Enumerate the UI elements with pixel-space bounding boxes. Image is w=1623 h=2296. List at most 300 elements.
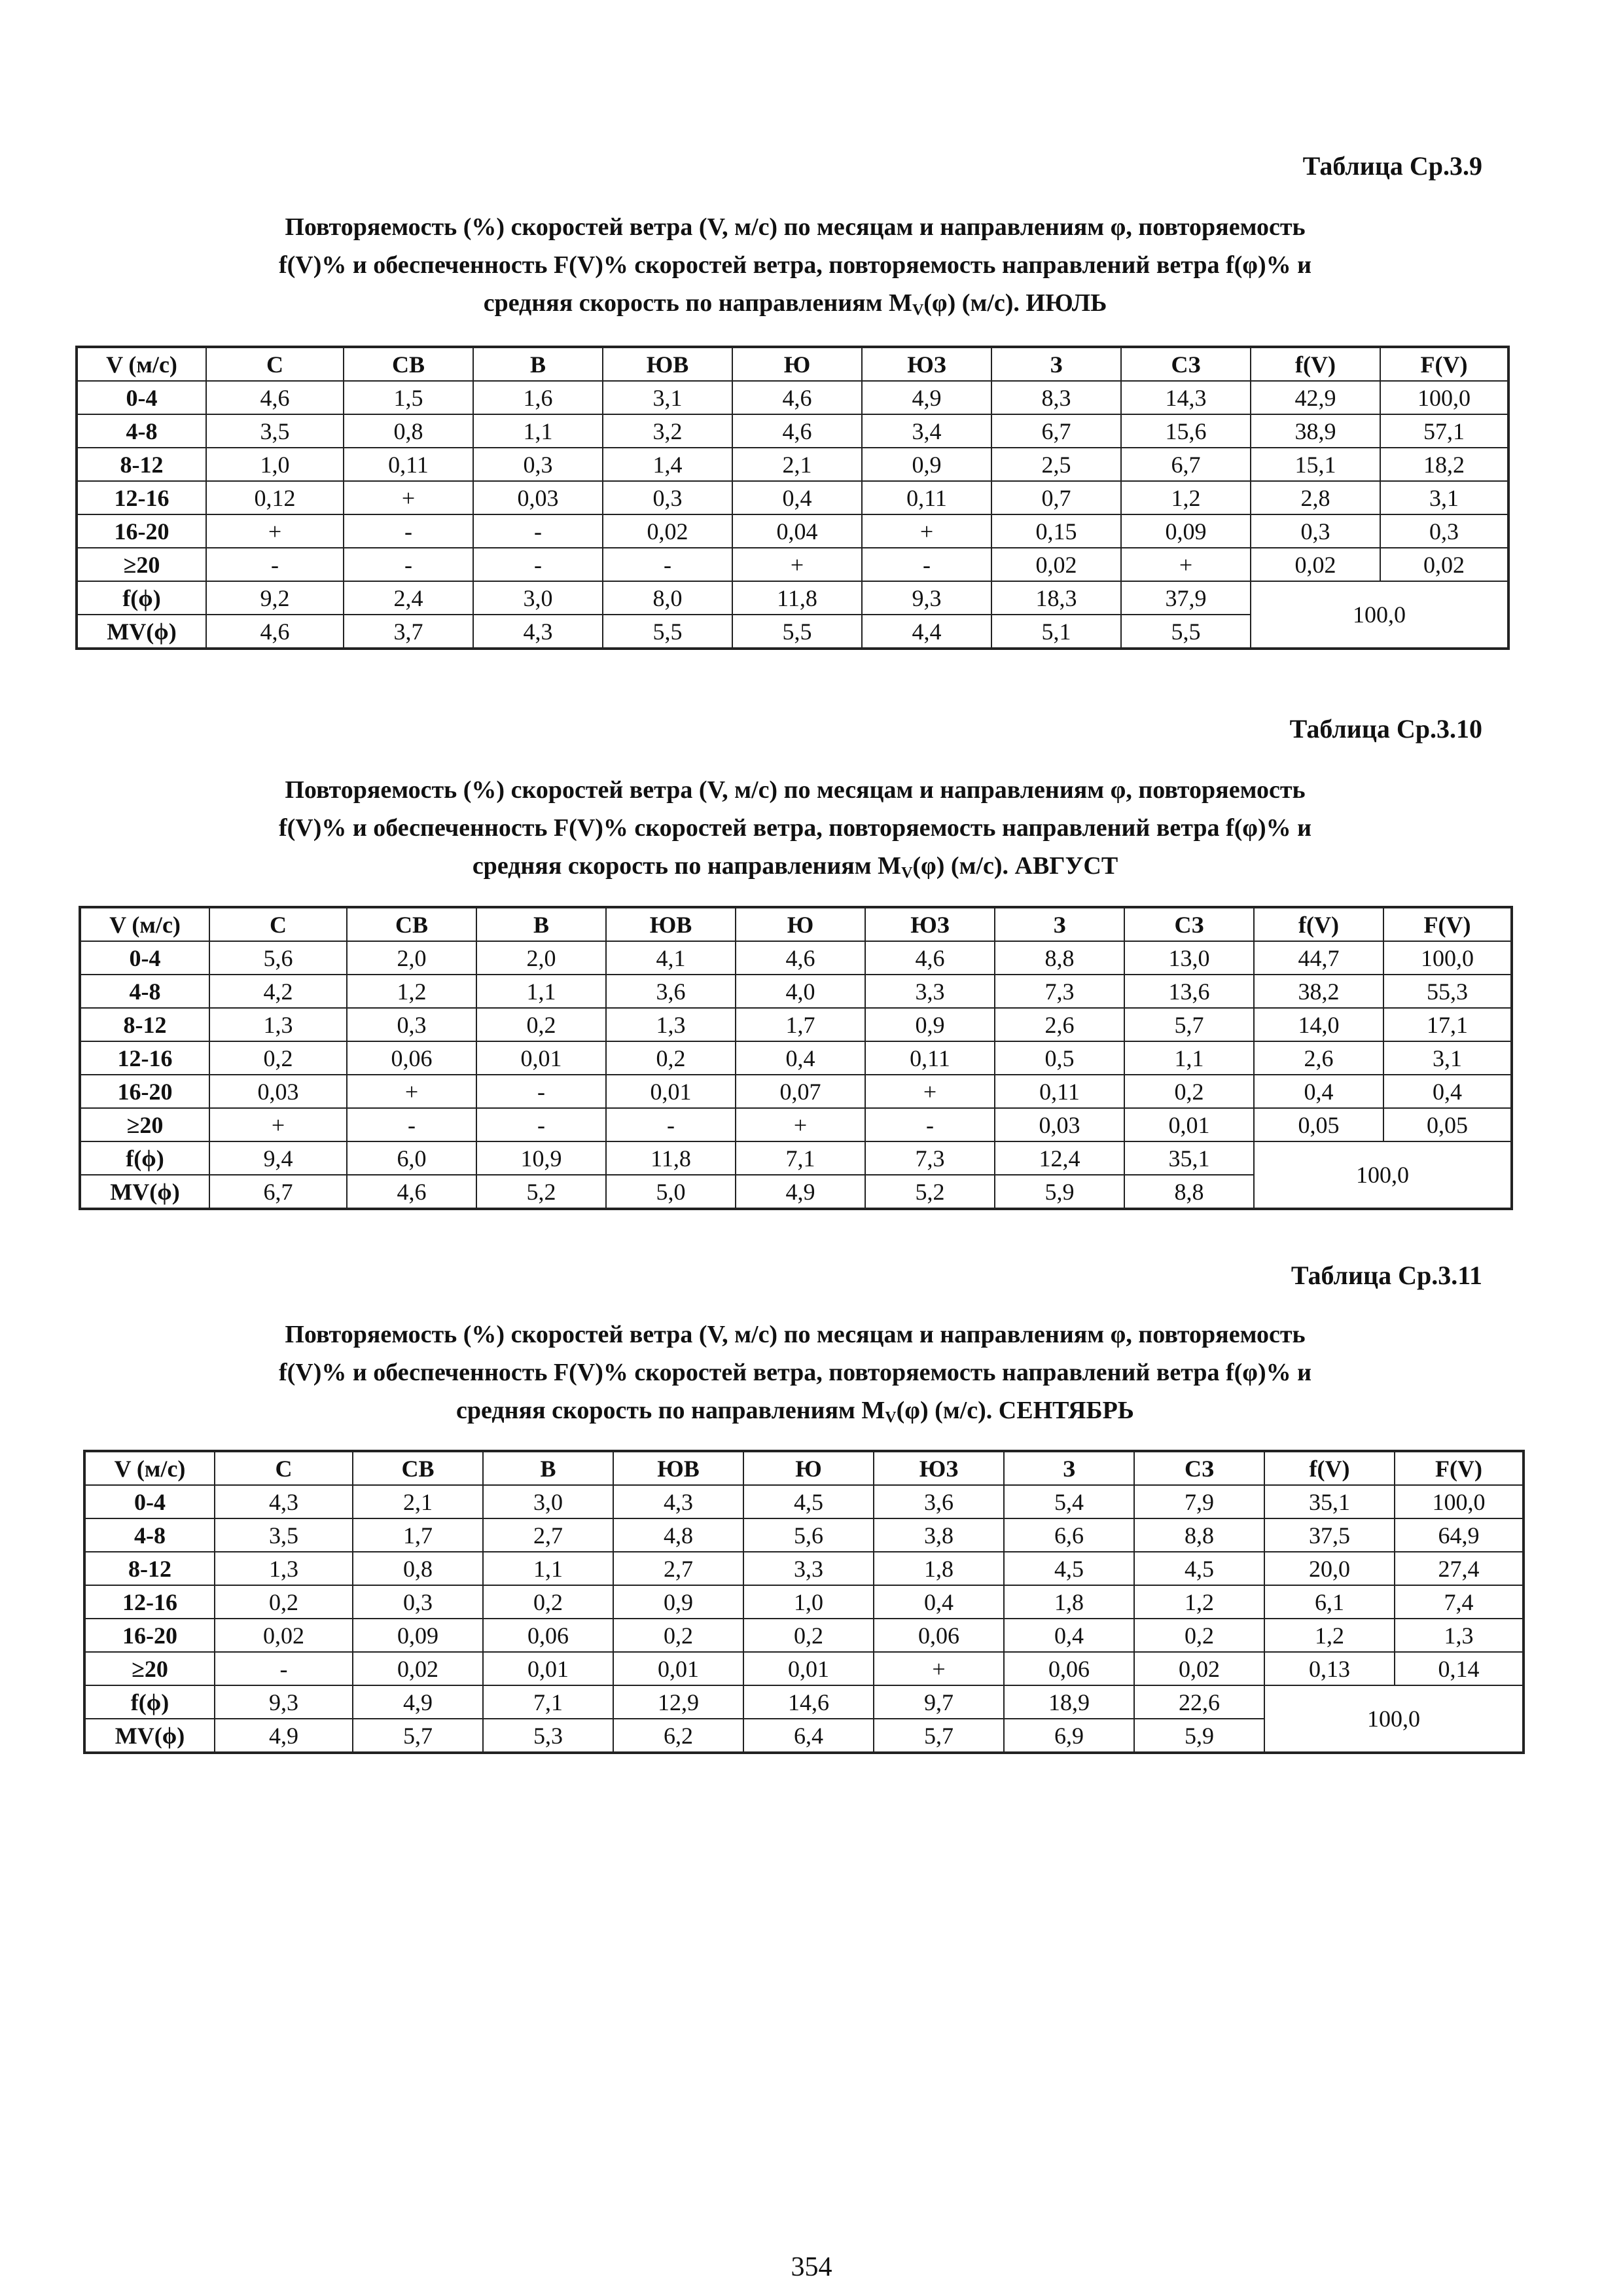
table-cell: 0,01 xyxy=(613,1652,743,1685)
f-phi-row xyxy=(80,1141,1512,1175)
table-row xyxy=(80,941,1512,975)
table-cell: 0,02 xyxy=(215,1619,353,1652)
table-cell: 5,9 xyxy=(1134,1719,1264,1753)
table-cell: 4,5 xyxy=(1004,1552,1134,1585)
table-cell: 2,4 xyxy=(344,581,473,615)
table-cell: - xyxy=(862,548,991,581)
table-cell: 0,02 xyxy=(1251,548,1380,581)
table-cell: 3,3 xyxy=(865,975,995,1008)
table-cell: 0,01 xyxy=(483,1652,613,1685)
table-cell: 5,5 xyxy=(603,615,732,649)
table-cell: 0,3 xyxy=(347,1008,476,1041)
table-cell: 13,0 xyxy=(1124,941,1254,975)
table-cell: - xyxy=(344,514,473,548)
row-header: 12-16 xyxy=(80,1041,209,1075)
table-cell: 15,6 xyxy=(1121,414,1251,448)
table-cell: 3,1 xyxy=(603,381,732,414)
table-cell: 0,03 xyxy=(209,1075,347,1108)
table-cell: 0,15 xyxy=(991,514,1121,548)
table-cell: 0,3 xyxy=(473,448,603,481)
table-cell: 4,0 xyxy=(736,975,865,1008)
table-cell: 1,0 xyxy=(743,1585,874,1619)
table-cell: 18,3 xyxy=(991,581,1121,615)
table-cell: 7,3 xyxy=(865,1141,995,1175)
table-cell: 1,2 xyxy=(347,975,476,1008)
table-cell: 6,6 xyxy=(1004,1518,1134,1552)
table-cell: 5,7 xyxy=(1124,1008,1254,1041)
table-cell: 22,6 xyxy=(1134,1685,1264,1719)
table-cell: 1,8 xyxy=(874,1552,1004,1585)
table-label: Таблица Ср.3.9 xyxy=(1302,151,1482,181)
table-cell: 1,1 xyxy=(483,1552,613,1585)
table-cell: 0,3 xyxy=(1380,514,1508,548)
title-line-1: Повторяемость (%) скоростей ветра (V, м/с) по месяцам и направлениям φ, повторяемость xyxy=(285,213,1306,241)
table-cell: 1,2 xyxy=(1121,481,1251,514)
table-cell: 0,4 xyxy=(1254,1075,1383,1108)
table-cell: 0,06 xyxy=(874,1619,1004,1652)
table-cell: 6,0 xyxy=(347,1141,476,1175)
table-cell: 0,02 xyxy=(353,1652,483,1685)
table-cell: 0,11 xyxy=(862,481,991,514)
table-cell: 0,3 xyxy=(1251,514,1380,548)
table-cell: 3,5 xyxy=(206,414,344,448)
table-cell: 5,5 xyxy=(732,615,862,649)
table-cell: 11,8 xyxy=(732,581,862,615)
table-cell: 1,1 xyxy=(476,975,606,1008)
table-cell: 9,4 xyxy=(209,1141,347,1175)
table-cell: 0,8 xyxy=(344,414,473,448)
table-cell: 64,9 xyxy=(1395,1518,1524,1552)
column-header: В xyxy=(476,907,606,941)
row-header: 8-12 xyxy=(80,1008,209,1041)
column-header: ЮВ xyxy=(606,907,736,941)
table-cell: - xyxy=(473,548,603,581)
total-cell: 100,0 xyxy=(1251,581,1508,649)
row-header-mv xyxy=(80,1175,209,1209)
title-line-3-prefix: средняя скорость по направлениям M xyxy=(456,1397,885,1424)
table-cell: 4,4 xyxy=(862,615,991,649)
table-title xyxy=(98,771,1492,892)
table-cell: 0,3 xyxy=(353,1585,483,1619)
table-cell: 9,3 xyxy=(862,581,991,615)
table-cell: 5,2 xyxy=(476,1175,606,1209)
table-cell: 0,2 xyxy=(483,1585,613,1619)
table-cell: 8,8 xyxy=(1134,1518,1264,1552)
table-row xyxy=(77,414,1508,448)
row-header: ≥20 xyxy=(77,548,206,581)
table-cell: 4,6 xyxy=(732,381,862,414)
table-cell: - xyxy=(476,1108,606,1141)
table-row xyxy=(77,514,1508,548)
table-cell: 5,0 xyxy=(606,1175,736,1209)
column-header: F(V) xyxy=(1380,347,1508,381)
table-cell: 2,0 xyxy=(347,941,476,975)
column-header: f(V) xyxy=(1254,907,1383,941)
table-cell: 12,9 xyxy=(613,1685,743,1719)
table-cell: 0,4 xyxy=(736,1041,865,1075)
table-cell: 6,7 xyxy=(991,414,1121,448)
table-cell: 1,0 xyxy=(206,448,344,481)
table-cell: 44,7 xyxy=(1254,941,1383,975)
table-cell: + xyxy=(874,1652,1004,1685)
table-cell: 0,4 xyxy=(874,1585,1004,1619)
table-cell: 0,9 xyxy=(862,448,991,481)
table-cell: 5,7 xyxy=(353,1719,483,1753)
table-row xyxy=(80,1041,1512,1075)
table-cell: 4,6 xyxy=(206,615,344,649)
row-header: 0-4 xyxy=(80,941,209,975)
table-cell: 1,8 xyxy=(1004,1585,1134,1619)
table-cell: 0,14 xyxy=(1395,1652,1524,1685)
table-cell: 3,2 xyxy=(603,414,732,448)
column-header: Ю xyxy=(736,907,865,941)
header-row xyxy=(80,907,1512,941)
table-cell: 0,03 xyxy=(473,481,603,514)
table-cell: 6,1 xyxy=(1264,1585,1395,1619)
table-cell: 4,9 xyxy=(353,1685,483,1719)
page-number: 354 xyxy=(791,2252,832,2282)
column-header: F(V) xyxy=(1383,907,1512,941)
f-phi-row xyxy=(77,581,1508,615)
table-cell: 3,8 xyxy=(874,1518,1004,1552)
table-cell: 5,6 xyxy=(209,941,347,975)
table-cell: 0,2 xyxy=(1134,1619,1264,1652)
header-row xyxy=(77,347,1508,381)
table-cell: 5,6 xyxy=(743,1518,874,1552)
table-cell: 1,3 xyxy=(215,1552,353,1585)
table-row xyxy=(84,1518,1524,1552)
title-line-2: f(V)% и обеспеченность F(V)% скоростей ветра, повторяемость направлений ветра f(φ)% и xyxy=(278,814,1312,842)
table-cell: 1,5 xyxy=(344,381,473,414)
table-cell: 6,9 xyxy=(1004,1719,1134,1753)
table-cell: 37,9 xyxy=(1121,581,1251,615)
table-cell: 18,9 xyxy=(1004,1685,1134,1719)
column-header: V (м/с) xyxy=(84,1451,215,1485)
title-line-3 xyxy=(98,1391,1492,1437)
table-cell: 100,0 xyxy=(1395,1485,1524,1518)
table-cell: 0,01 xyxy=(606,1075,736,1108)
table-cell: 0,04 xyxy=(732,514,862,548)
table-cell: 37,5 xyxy=(1264,1518,1395,1552)
table-cell: 4,6 xyxy=(865,941,995,975)
table-cell: 2,0 xyxy=(476,941,606,975)
table-cell: 38,2 xyxy=(1254,975,1383,1008)
row-header: 8-12 xyxy=(84,1552,215,1585)
table-row xyxy=(77,448,1508,481)
table-cell: + xyxy=(736,1108,865,1141)
table-cell: 17,1 xyxy=(1383,1008,1512,1041)
table-cell: 0,07 xyxy=(736,1075,865,1108)
table-cell: 9,2 xyxy=(206,581,344,615)
table-cell: 57,1 xyxy=(1380,414,1508,448)
table-cell: 3,0 xyxy=(483,1485,613,1518)
table-title xyxy=(98,1316,1492,1437)
table-cell: 3,7 xyxy=(344,615,473,649)
table-cell: 3,4 xyxy=(862,414,991,448)
column-header: С xyxy=(206,347,344,381)
table-cell: 5,7 xyxy=(874,1719,1004,1753)
table-cell: 0,7 xyxy=(991,481,1121,514)
table-cell: + xyxy=(347,1075,476,1108)
table-cell: 6,2 xyxy=(613,1719,743,1753)
column-header: СЗ xyxy=(1134,1451,1264,1485)
column-header: З xyxy=(995,907,1124,941)
table-cell: 4,6 xyxy=(206,381,344,414)
table-row xyxy=(80,1008,1512,1041)
table-cell: 0,2 xyxy=(476,1008,606,1041)
table-cell: 0,8 xyxy=(353,1552,483,1585)
table-cell: 2,8 xyxy=(1251,481,1380,514)
table-cell: 1,7 xyxy=(353,1518,483,1552)
month-name: СЕНТЯБРЬ xyxy=(998,1397,1134,1424)
table-cell: 0,4 xyxy=(1383,1075,1512,1108)
row-header-mv xyxy=(84,1719,215,1753)
title-line-3-sub: V xyxy=(901,865,913,882)
wind-table xyxy=(79,906,1513,1210)
table-cell: 0,11 xyxy=(995,1075,1124,1108)
table-cell: 0,2 xyxy=(209,1041,347,1075)
table-cell: 0,03 xyxy=(995,1108,1124,1141)
title-line-2: f(V)% и обеспеченность F(V)% скоростей ветра, повторяемость направлений ветра f(φ)% и xyxy=(278,251,1312,279)
row-header: ≥20 xyxy=(84,1652,215,1685)
title-line-1: Повторяемость (%) скоростей ветра (V, м/с) по месяцам и направлениям φ, повторяемость xyxy=(285,1321,1306,1348)
table-cell: 3,6 xyxy=(606,975,736,1008)
table-cell: 27,4 xyxy=(1395,1552,1524,1585)
table-cell: 0,02 xyxy=(1380,548,1508,581)
table-cell: 0,02 xyxy=(991,548,1121,581)
table-cell: 4,6 xyxy=(347,1175,476,1209)
table-cell: 4,3 xyxy=(473,615,603,649)
table-cell: 14,6 xyxy=(743,1685,874,1719)
table-row xyxy=(84,1619,1524,1652)
table-cell: 0,9 xyxy=(613,1585,743,1619)
table-cell: 0,5 xyxy=(995,1041,1124,1075)
column-header: СВ xyxy=(347,907,476,941)
table-cell: 20,0 xyxy=(1264,1552,1395,1585)
table-cell: 4,6 xyxy=(736,941,865,975)
table-cell: 7,1 xyxy=(483,1685,613,1719)
table-cell: 8,8 xyxy=(995,941,1124,975)
table-cell: - xyxy=(606,1108,736,1141)
table-cell: 1,2 xyxy=(1134,1585,1264,1619)
table-title xyxy=(98,208,1492,329)
column-header: С xyxy=(215,1451,353,1485)
table-cell: 0,11 xyxy=(865,1041,995,1075)
row-header-mv xyxy=(77,615,206,649)
f-phi-row xyxy=(84,1685,1524,1719)
table-cell: 100,0 xyxy=(1380,381,1508,414)
table-cell: 7,4 xyxy=(1395,1585,1524,1619)
mv-label: MV(ϕ) xyxy=(115,1722,185,1749)
table-cell: 0,12 xyxy=(206,481,344,514)
table-cell: 0,06 xyxy=(1004,1652,1134,1685)
column-header: С xyxy=(209,907,347,941)
total-cell: 100,0 xyxy=(1254,1141,1512,1209)
table-cell: 35,1 xyxy=(1124,1141,1254,1175)
table-cell: 10,9 xyxy=(476,1141,606,1175)
column-header: СВ xyxy=(344,347,473,381)
table-cell: - xyxy=(603,548,732,581)
table-cell: 6,4 xyxy=(743,1719,874,1753)
table-cell: 0,02 xyxy=(603,514,732,548)
table-cell: 0,2 xyxy=(606,1041,736,1075)
table-cell: 5,2 xyxy=(865,1175,995,1209)
table-cell: 0,01 xyxy=(743,1652,874,1685)
table-cell: 4,5 xyxy=(743,1485,874,1518)
wind-table xyxy=(75,346,1510,650)
table-cell: - xyxy=(215,1652,353,1685)
table-cell: 14,0 xyxy=(1254,1008,1383,1041)
table-cell: + xyxy=(1121,548,1251,581)
table-cell: 7,3 xyxy=(995,975,1124,1008)
row-header: 0-4 xyxy=(84,1485,215,1518)
table-row xyxy=(80,1075,1512,1108)
row-header: 8-12 xyxy=(77,448,206,481)
column-header: Ю xyxy=(743,1451,874,1485)
table-cell: 8,0 xyxy=(603,581,732,615)
table-cell: 6,7 xyxy=(209,1175,347,1209)
row-header: 12-16 xyxy=(84,1585,215,1619)
table-cell: + xyxy=(732,548,862,581)
table-cell: 0,2 xyxy=(215,1585,353,1619)
table-cell: 1,3 xyxy=(606,1008,736,1041)
column-header: f(V) xyxy=(1251,347,1380,381)
table-cell: 2,7 xyxy=(483,1518,613,1552)
table-cell: 100,0 xyxy=(1383,941,1512,975)
table-cell: 4,6 xyxy=(732,414,862,448)
table-cell: 2,5 xyxy=(991,448,1121,481)
table-cell: 2,7 xyxy=(613,1552,743,1585)
row-header: ≥20 xyxy=(80,1108,209,1141)
table-cell: 0,9 xyxy=(865,1008,995,1041)
row-header: 12-16 xyxy=(77,481,206,514)
table-cell: 5,5 xyxy=(1121,615,1251,649)
table-cell: 0,01 xyxy=(476,1041,606,1075)
wind-table xyxy=(83,1450,1525,1754)
row-header: f(ϕ) xyxy=(77,581,206,615)
table-cell: 0,2 xyxy=(1124,1075,1254,1108)
table-cell: 4,3 xyxy=(215,1485,353,1518)
table-cell: 1,1 xyxy=(1124,1041,1254,1075)
table-cell: 0,13 xyxy=(1264,1652,1395,1685)
title-line-3-sub: V xyxy=(885,1409,897,1426)
table-cell: 7,1 xyxy=(736,1141,865,1175)
table-cell: 0,05 xyxy=(1383,1108,1512,1141)
table-cell: 0,06 xyxy=(347,1041,476,1075)
column-header: СВ xyxy=(353,1451,483,1485)
table-cell: 4,1 xyxy=(606,941,736,975)
table-cell: 3,5 xyxy=(215,1518,353,1552)
total-cell: 100,0 xyxy=(1264,1685,1524,1753)
table-cell: 14,3 xyxy=(1121,381,1251,414)
table-cell: 3,3 xyxy=(743,1552,874,1585)
column-header: F(V) xyxy=(1395,1451,1524,1485)
table-cell: + xyxy=(862,514,991,548)
table-row xyxy=(77,481,1508,514)
column-header: V (м/с) xyxy=(80,907,209,941)
table-cell: 0,11 xyxy=(344,448,473,481)
table-cell: + xyxy=(206,514,344,548)
table-cell: 9,7 xyxy=(874,1685,1004,1719)
table-cell: 0,09 xyxy=(1121,514,1251,548)
table-cell: 1,3 xyxy=(209,1008,347,1041)
header-row xyxy=(84,1451,1524,1485)
title-line-3-mid: (φ) (м/с). xyxy=(923,289,1026,317)
table-cell: + xyxy=(344,481,473,514)
table-cell: 4,9 xyxy=(862,381,991,414)
table-cell: 11,8 xyxy=(606,1141,736,1175)
table-row xyxy=(80,975,1512,1008)
column-header: ЮВ xyxy=(613,1451,743,1485)
table-cell: 0,4 xyxy=(732,481,862,514)
table-row xyxy=(77,548,1508,581)
table-cell: 42,9 xyxy=(1251,381,1380,414)
column-header: В xyxy=(473,347,603,381)
month-name: ИЮЛЬ xyxy=(1026,289,1107,317)
table-row xyxy=(77,381,1508,414)
mv-label: MV(ϕ) xyxy=(110,1178,180,1205)
table-cell: 4,3 xyxy=(613,1485,743,1518)
table-cell: 2,1 xyxy=(353,1485,483,1518)
table-cell: - xyxy=(473,514,603,548)
title-line-3 xyxy=(98,847,1492,892)
title-line-3-prefix: средняя скорость по направлениям M xyxy=(472,852,902,880)
table-cell: 15,1 xyxy=(1251,448,1380,481)
table-cell: 1,3 xyxy=(1395,1619,1524,1652)
table-row xyxy=(80,1108,1512,1141)
table-cell: 5,4 xyxy=(1004,1485,1134,1518)
mv-label: MV(ϕ) xyxy=(107,618,177,645)
table-cell: - xyxy=(206,548,344,581)
table-cell: 2,1 xyxy=(732,448,862,481)
row-header: 4-8 xyxy=(80,975,209,1008)
table-cell: 1,4 xyxy=(603,448,732,481)
table-label: Таблица Ср.3.10 xyxy=(1289,714,1482,744)
column-header: ЮВ xyxy=(603,347,732,381)
table-cell: - xyxy=(865,1108,995,1141)
title-line-1: Повторяемость (%) скоростей ветра (V, м/с) по месяцам и направлениям φ, повторяемость xyxy=(285,776,1306,804)
table-cell: 3,1 xyxy=(1380,481,1508,514)
column-header: f(V) xyxy=(1264,1451,1395,1485)
table-cell: 1,6 xyxy=(473,381,603,414)
row-header: 0-4 xyxy=(77,381,206,414)
column-header: СЗ xyxy=(1124,907,1254,941)
table-cell: 12,4 xyxy=(995,1141,1124,1175)
column-header: ЮЗ xyxy=(874,1451,1004,1485)
table-cell: 8,3 xyxy=(991,381,1121,414)
table-cell: - xyxy=(347,1108,476,1141)
title-line-3-mid: (φ) (м/с). xyxy=(912,852,1015,880)
column-header: ЮЗ xyxy=(865,907,995,941)
title-line-3-mid: (φ) (м/с). xyxy=(896,1397,999,1424)
table-cell: 13,6 xyxy=(1124,975,1254,1008)
table-cell: 0,4 xyxy=(1004,1619,1134,1652)
column-header: СЗ xyxy=(1121,347,1251,381)
table-cell: 38,9 xyxy=(1251,414,1380,448)
table-cell: 0,02 xyxy=(1134,1652,1264,1685)
table-cell: 4,9 xyxy=(736,1175,865,1209)
column-header: В xyxy=(483,1451,613,1485)
table-cell: 55,3 xyxy=(1383,975,1512,1008)
table-cell: 0,09 xyxy=(353,1619,483,1652)
column-header: З xyxy=(991,347,1121,381)
table-cell: 0,2 xyxy=(613,1619,743,1652)
table-cell: 8,8 xyxy=(1124,1175,1254,1209)
table-cell: - xyxy=(476,1075,606,1108)
table-cell: 1,7 xyxy=(736,1008,865,1041)
table-row xyxy=(84,1652,1524,1685)
table-cell: 1,2 xyxy=(1264,1619,1395,1652)
